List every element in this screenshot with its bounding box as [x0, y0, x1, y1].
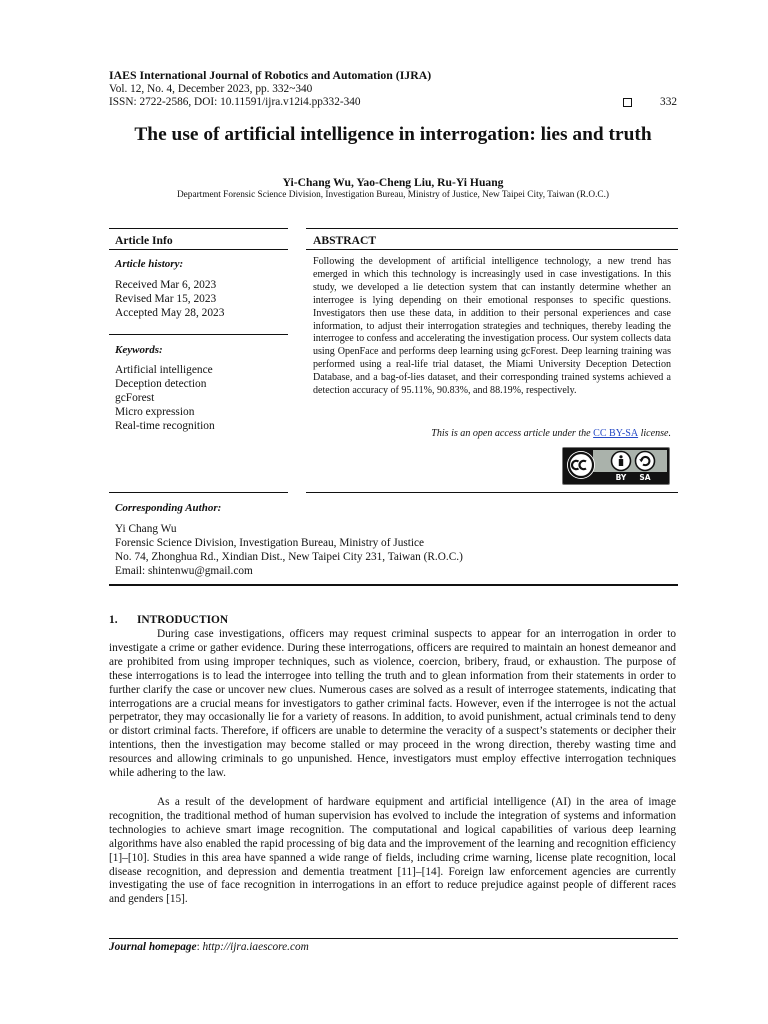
revised-date: Revised Mar 15, 2023: [115, 293, 217, 305]
journal-homepage-footer: [109, 941, 309, 953]
rule-article-info-sub: [109, 249, 288, 250]
badge-sa-text: SA: [639, 473, 651, 482]
keyword-item: Micro expression: [115, 406, 195, 418]
corresponding-author-label: Corresponding Author:: [115, 502, 222, 514]
cc-license-badge[interactable]: [562, 447, 670, 485]
keyword-item: Real-time recognition: [115, 420, 215, 432]
keywords-block: [115, 343, 215, 433]
rule-article-info-top: [109, 228, 288, 229]
journal-header: [109, 69, 677, 110]
paper-title: The use of artificial intelligence in interrogation: lies and truth: [134, 124, 652, 145]
affiliation: Department Forensic Science Division, Investigation Bureau, Ministry of Justice, New Taipei City, Taiwan (R.O.C.): [176, 190, 610, 200]
issn-doi: ISSN: 2722-2586, DOI: 10.11591/ijra.v12i4.pp332-340: [109, 96, 361, 108]
rule-abstract-sub: [306, 249, 678, 250]
abstract-text: Following the development of artificial intelligence technology, a new trend has emerged in which this technology is increasingly used in case investigations. In this study, we developed a lie detection system that can instantly determine whether an interrogee is lying depending on their emotional responses to specific questions. Investigators then use these data, in addition to their personal experiences and case information, to adjust their interrogation strategies and techniques, thereby leading the interrogee to confess and accelerating the investigation process. Our system collects data using OpenFace and performs deep learning using gcForest. Deep learning training was performed using a real-life trial dataset, the Miami University Deception Detection Database, and a bag-of-lies dataset, and their corresponding trained systems achieved a detection accuracy of 95.11%, 90.83%, and 88.19%, respectively.: [313, 256, 671, 397]
rule-abstract-top: [306, 228, 678, 229]
cc-by-sa-icon: [563, 448, 668, 483]
keyword-item: Artificial intelligence: [115, 364, 213, 376]
rule-front-matter-bottom: [109, 584, 678, 586]
section-number: 1.: [109, 614, 118, 626]
received-date: Received Mar 6, 2023: [115, 279, 217, 291]
journal-name: IAES International Journal of Robotics and Automation (IJRA): [109, 68, 432, 82]
section-title: INTRODUCTION: [137, 614, 229, 626]
volume-info: Vol. 12, No. 4, December 2023, pp. 332~340: [109, 82, 313, 95]
open-access-suffix: license.: [640, 428, 671, 439]
homepage-separator: :: [196, 941, 203, 953]
open-access-note: [313, 428, 671, 439]
intro-paragraph-1: During case investigations, officers may request criminal suspects to appear for an interrogation in order to investigate a crime or gather evidence. During these interrogations, officers are required to maintain an honest demeanor and are prohibited from using improper techniques, such as violence, coercion, bribery, fraud, or exhaustion. The purpose of these interrogations is to lead the interrogee into telling the truth and to glean information from their statements in order to further clarify the case or uncover new clues. Numerous cases are solved as a result of interrogee statements, indicating that interrogations are a crucial means for investigators to gather criminal facts. However, even if the interrogee is not the actual perpetrator, they may occasionally lie for a variety of reasons. In addition, to avoid punishment, actual criminals tend to deny or distort criminal facts. Therefore, if officers are unable to determine the veracity of a suspect’s statements or decipher their intentions, then the investigation may become stalled or may proceed in the wrong direction, thereby wasting time and resources and allowing criminals to go unpunished. Hence, investigators must employ effective interrogation techniques while adhering to the law.: [109, 628, 676, 780]
abstract-heading: ABSTRACT: [313, 234, 377, 247]
rule-abstract-bottom: [306, 492, 678, 493]
corresponding-name: Yi Chang Wu: [115, 523, 177, 535]
corresponding-email[interactable]: Email: shintenwu@gmail.com: [115, 565, 253, 577]
homepage-url[interactable]: http://ijra.iaescore.com: [202, 941, 309, 953]
rule-keywords-divider: [109, 334, 288, 335]
corresponding-address: No. 74, Zhonghua Rd., Xindian Dist., New Taipei City 231, Taiwan (R.O.C.): [115, 551, 463, 563]
intro-paragraph-2: As a result of the development of hardware equipment and artificial intelligence (AI) in the area of image recognition, the traditional method of human supervision has evolved to include the integration of systems and information technologies to achieve smart image recognition. The computational and logical capabilities of various deep learning algorithms have also enabled the rapid processing of big data and the improvement of the learning and recognition efficiency [1]–[10]. Studies in this area have spanned a wide range of fields, including crime warning, license plate recognition, local disease recognition, and depression and dementia treatment [11]–[14]. Foreign law enforcement agencies are currently investigating the use of face recognition in interrogations in an effort to reduce prejudice against people of different races and genders [15].: [109, 796, 676, 906]
badge-by-text: BY: [615, 473, 627, 482]
keyword-item: Deception detection: [115, 378, 207, 390]
article-history-label: Article history:: [115, 258, 184, 270]
corresponding-department: Forensic Science Division, Investigation Bureau, Ministry of Justice: [115, 537, 425, 549]
cc-by-sa-link[interactable]: CC BY-SA: [593, 428, 639, 439]
square-bullet-icon: [623, 98, 632, 107]
section-heading-introduction: [109, 614, 228, 626]
corresponding-author-block: [115, 522, 463, 578]
author-list: Yi-Chang Wu, Yao-Cheng Liu, Ru-Yi Huang: [282, 176, 504, 189]
accepted-date: Accepted May 28, 2023: [115, 307, 225, 319]
rule-info-bottom: [109, 492, 288, 493]
keyword-item: gcForest: [115, 392, 155, 404]
rule-footer: [109, 938, 678, 939]
homepage-label: Journal homepage: [109, 941, 197, 953]
keywords-label: Keywords:: [115, 344, 163, 356]
article-info-heading: Article Info: [115, 234, 173, 247]
article-history: [115, 257, 224, 320]
page-number: 332: [660, 96, 677, 108]
open-access-text: This is an open access article under the: [431, 428, 591, 439]
